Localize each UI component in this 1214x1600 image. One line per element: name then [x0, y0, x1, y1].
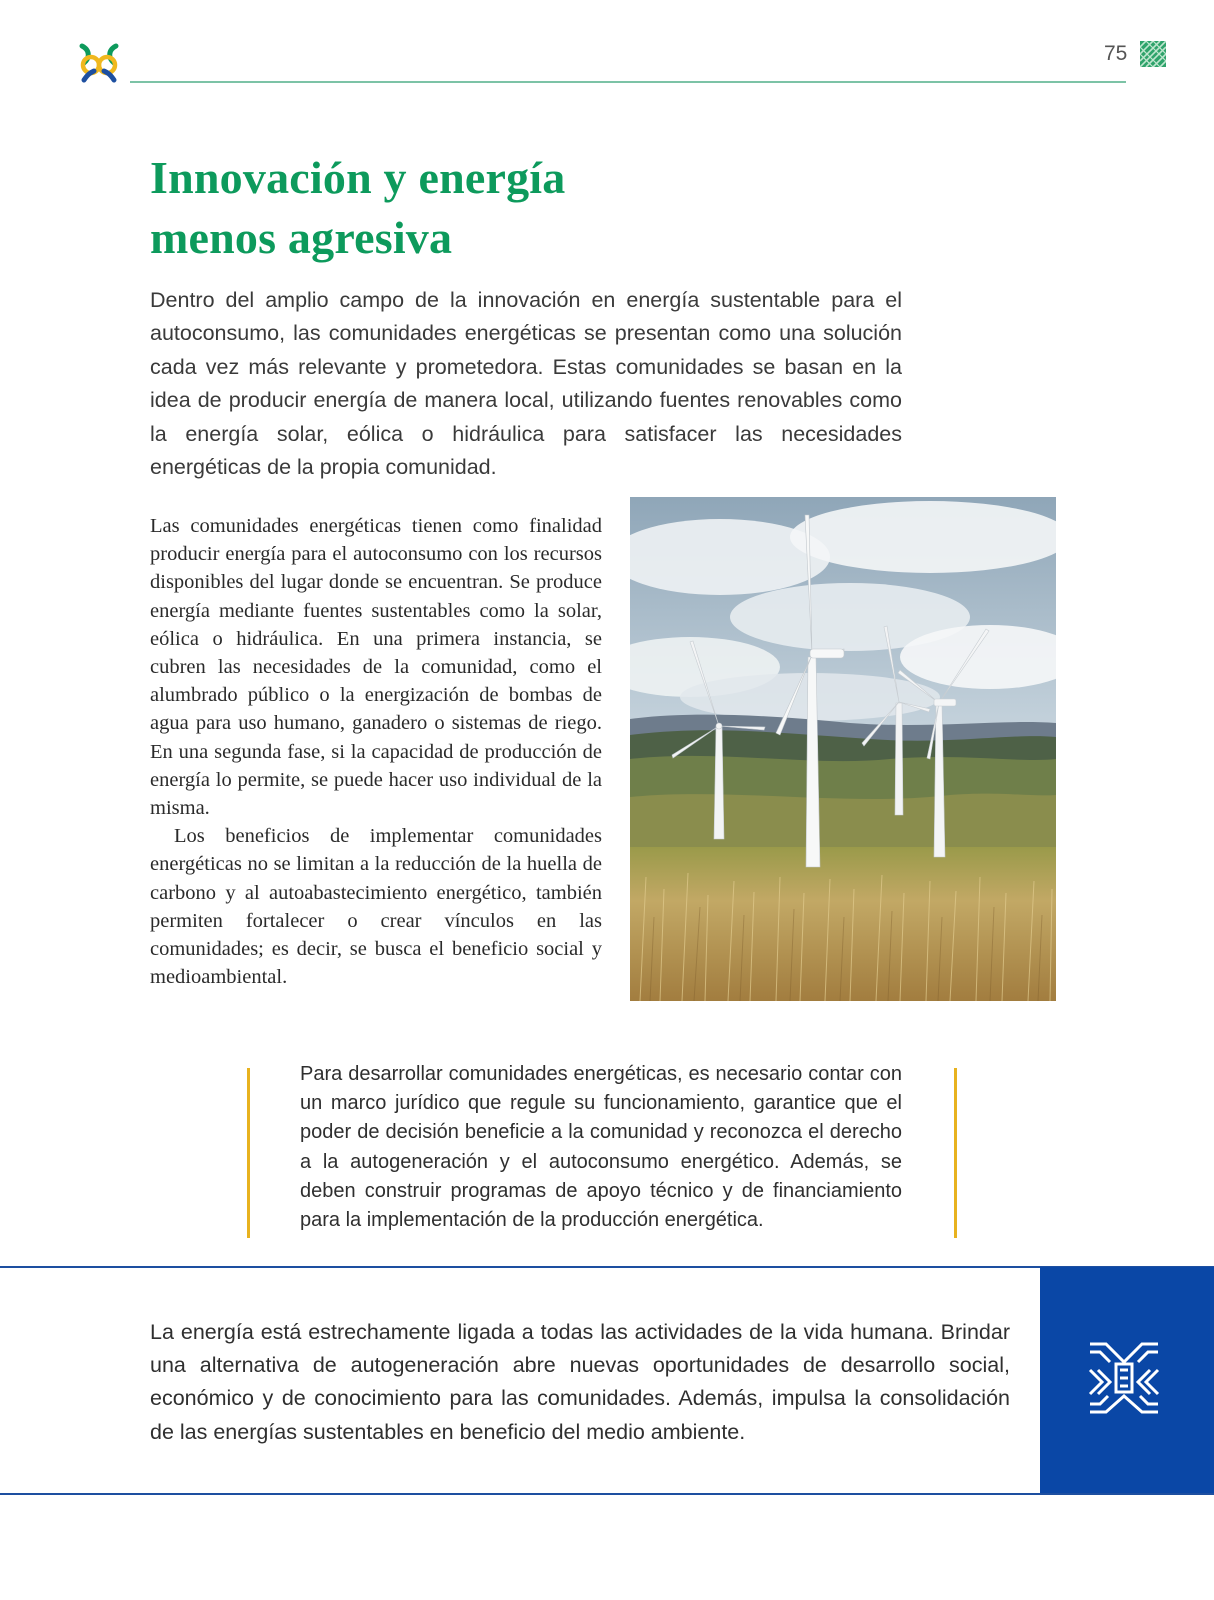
body-column — [150, 512, 602, 991]
band-bottom-rule — [0, 1493, 1214, 1495]
band-top-rule — [0, 1266, 1214, 1268]
textile-pattern-icon — [1086, 1340, 1162, 1416]
closing-paragraph: La energía está estrechamente ligada a todas las actividades de la vida humana. Brindar una alternativa de autogeneración abre nuevas oportunidades de desarrollo social, económico y de conocimiento para las comunidades. Además, impulsa la consolidación de las energías sustentables en beneficio del medio ambiente. — [150, 1320, 1010, 1444]
page-title — [150, 148, 565, 268]
intro-paragraph: Dentro del amplio campo de la innovación en energía sustentable para el autoconsumo, las comunidades energéticas se presentan como una solución cada vez más relevante y prometedora. Estas comunidades se basan en la idea de producir energía de manera local, utilizando fuentes renovables como la energía solar, eólica o hidráulica para satisfacer las necesidades energéticas de la propia comunidad. — [150, 288, 902, 480]
green-pattern-icon — [1140, 41, 1166, 67]
linked-rings-logo-icon — [76, 40, 122, 86]
title-line-2: menos agresiva — [150, 212, 453, 263]
title-line-1: Innovación y energía — [150, 152, 566, 203]
wind-turbines-photo — [630, 497, 1056, 1001]
header-rule — [130, 81, 1126, 83]
callout-box — [247, 1063, 957, 1238]
callout-text: Para desarrollar comunidades energéticas, es necesario contar con un marco jurídico que regule su funcionamiento, garantice que el poder de decisión beneficie a la comunidad y reconozca el derecho a la autogeneración y el autoconsumo energético. Además, se deben construir programas de apoyo técnico y de financiamiento para la implementación de la producción energética. — [300, 1063, 902, 1232]
page-number: 75 — [1104, 42, 1128, 65]
body-paragraph-2: Los beneficios de implementar comunidades energéticas no se limitan a la reducción de la huella de carbono y al autoabastecimiento energético, también permiten fortalecer o crear vínculos en las comunidades; es decir, se busca el beneficio social y medioambiental. — [150, 825, 602, 989]
body-paragraph-1: Las comunidades energéticas tienen como finalidad producir energía para el autoconsumo con los recursos disponibles del lugar donde se encuentran. Se produce energía mediante fuentes sustentables como la solar, eólica o hidráulica. En una primera instancia, se cubren las necesidades de la comunidad, como el alumbrado público o la energización de bombas de agua para uso humano, ganadero o sistemas de riego. En una segunda fase, si la capacidad de producción de energía lo permite, se puede hacer uso individual de la misma. — [150, 515, 602, 820]
